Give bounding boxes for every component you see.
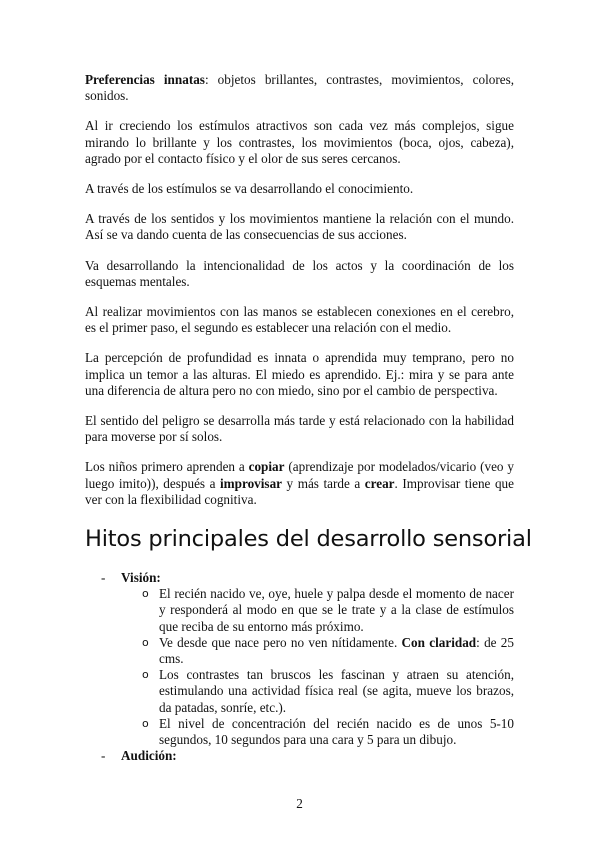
paragraph (85, 118, 514, 167)
category-label: Audición: (121, 748, 177, 764)
text-run: El sentido del peligro se desarrolla más tarde y está relacionado con la habilidad para moverse por sí solos. (85, 413, 514, 445)
text-run: . Improvisar tiene que ver con la flexibilidad cognitiva. (85, 475, 514, 507)
category-heading (85, 570, 514, 586)
text-run: El recién nacido ve, oye, huele y palpa desde el momento de nacer y responderá al modo en que se le trate y a la clase de estímulos que reciba de su entorno más próximo. (159, 586, 514, 634)
dash-marker: - (101, 570, 106, 586)
bullet-list (85, 586, 514, 748)
text-run: El nivel de concentración del recién nacido es de unos 5-10 segundos, 10 segundos para una cara y 5 para un dibujo. (159, 715, 514, 748)
text-run: Al ir creciendo los estímulos atractivos son cada vez más complejos, sigue mirando lo brillante y los contrastes, los movimientos (boca, ojos, cabeza), agrado por el contacto físico y el olor de sus seres cercanos. (85, 118, 514, 166)
paragraph (85, 459, 514, 508)
text-run: Va desarrollando la intencionalidad de los actos y la coordinación de los esquemas mentales. (85, 257, 514, 289)
text-run: : objetos brillantes, contrastes, movimientos, colores, sonidos. (85, 72, 515, 104)
text-run: A través de los sentidos y los movimientos mantiene la relación con el mundo. Así se va dando cuenta de las consecuencias de sus acciones. (85, 211, 514, 243)
paragraph (85, 304, 514, 336)
text-run: Los niños primero aprenden a (85, 459, 249, 475)
text-run: y más tarde a (282, 475, 365, 491)
category-label: Visión: (121, 570, 161, 586)
paragraph (85, 181, 514, 197)
bullet-marker: o (142, 635, 149, 649)
paragraph-list (85, 72, 514, 508)
bold-text: copiar (248, 459, 285, 475)
list-item (85, 635, 514, 667)
section-heading: Hitos principales del desarrollo sensorial (85, 526, 532, 553)
text-run: : de 25 cms. (159, 634, 514, 667)
category-list (85, 570, 514, 764)
list-item (85, 716, 514, 748)
paragraph (85, 72, 514, 104)
paragraph (85, 211, 514, 243)
text-run: Ve desde que nace pero no ven nítidamente. (159, 634, 402, 650)
dash-marker: - (101, 748, 106, 764)
text-run: La percepción de profundidad es innata o aprendida muy temprano, pero no implica un temor a las alturas. El miedo es aprendido. Ej.: mira y se para ante una diferencia de altura pero no con miedo, sino por el cambio de perspectiva. (85, 350, 514, 398)
text-run: A través de los estímulos se va desarrollando el conocimiento. (85, 181, 414, 197)
category-heading (85, 748, 514, 764)
bullet-marker: o (142, 668, 149, 682)
text-run: Al realizar movimientos con las manos se establecen conexiones en el cerebro, es el primer paso, el segundo es establecer una relación con el medio. (85, 304, 514, 336)
bold-text: crear (364, 475, 395, 491)
body-column (85, 72, 532, 765)
bold-text: improvisar (219, 475, 283, 491)
list-item (85, 667, 514, 716)
text-run: (aprendizaje por modelados/vicario (veo y luego imito)), después a (85, 459, 514, 491)
bold-text: Con claridad (401, 634, 477, 650)
bullet-marker: o (142, 716, 149, 730)
text-run: Los contrastes tan bruscos les fascinan y atraen su atención, estimulando una actividad física real (se agita, mueve los brazos, da patadas, sonríe, etc.). (159, 667, 514, 715)
paragraph (85, 350, 514, 399)
paragraph (85, 413, 514, 445)
bold-text: Preferencias innatas (85, 72, 205, 87)
bullet-marker: o (142, 587, 149, 601)
list-item (85, 586, 514, 635)
page-number: 2 (296, 796, 303, 811)
paragraph (85, 258, 514, 290)
